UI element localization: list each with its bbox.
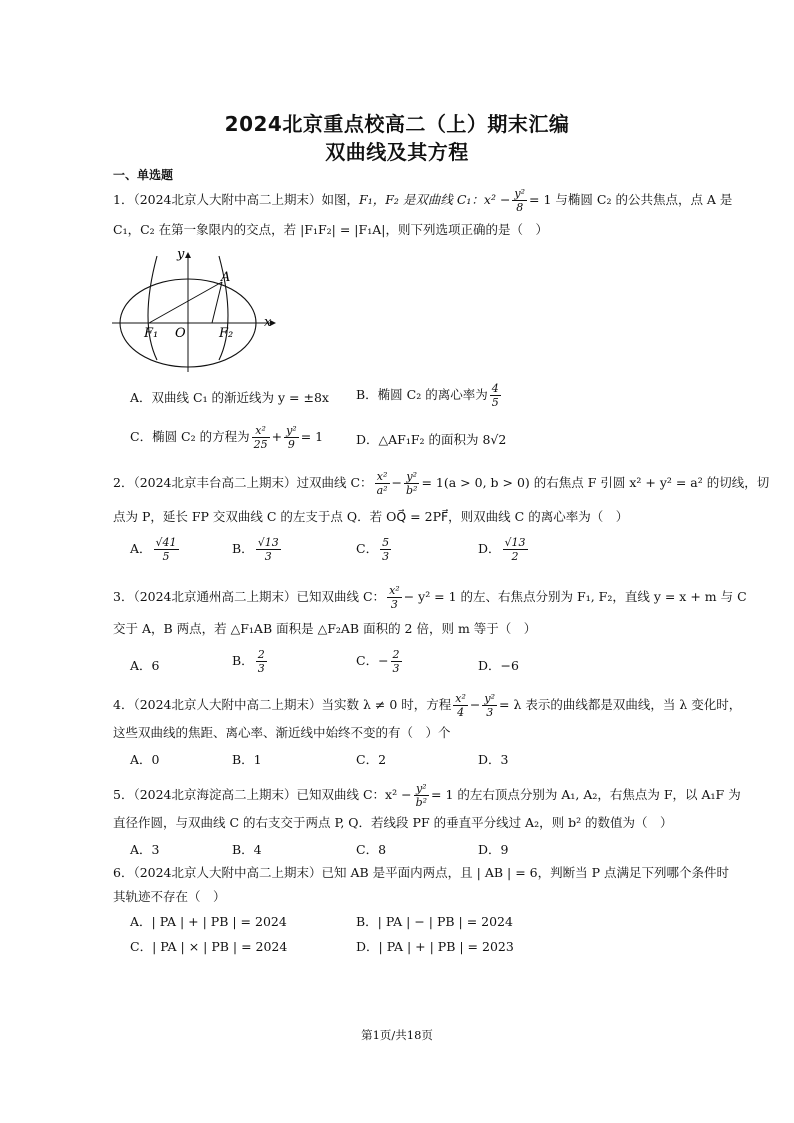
frac-den: 4 [457,706,465,719]
q5-math: = 1 的左右顶点分别为 A₁, A₂，右焦点为 F，以 A₁F 为 [431,787,741,802]
frac-num: 5 [382,536,390,549]
q5-line2: 直径作圆，与双曲线 C 的右支交于两点 P, Q．若线段 PF 的垂直平分线过 A₂，则 b² 的数值为（ ） [113,815,673,830]
q5-option-a: A．3 [130,842,160,857]
label-y: y [177,247,185,262]
q3-line2: 交于 A，B 两点，若 △F₁AB 面积是 △F₂AB 面积的 2 倍，则 m 等于（ ） [113,621,537,636]
q4-source: 4．（2024北京人大附中高二上期末）当实数 λ ≠ 0 时，方程 [113,697,452,712]
frac-den: 3 [390,598,398,611]
frac-num: 2 [392,648,400,661]
q4-line2: 这些双曲线的焦距、离心率、渐近线中始终不变的有（ ）个 [113,725,451,740]
q2-line1 [113,470,769,497]
q5-option-c: C．8 [356,842,387,857]
segment-f1-a [149,282,222,323]
q5-line1 [113,782,741,809]
q4-math: = λ 表示的曲线都是双曲线，当 λ 变化时， [499,697,742,712]
option-fraction [490,382,501,409]
q5-option-d: D．9 [478,842,509,857]
q6-option-c: C．| PA | × | PB | = 2024 [130,939,288,954]
q2-fraction-1 [375,470,390,497]
q2-option-c [356,536,393,563]
option-label: D． [478,541,501,556]
label-f1: F₁ [144,326,159,341]
q1-math-a: F₁，F₂ 是双曲线 C₁：x² − [359,192,511,207]
frac-den: 3 [264,550,272,563]
q3-source: 3．（2024北京通州高二上期末）已知双曲线 C： [113,589,386,604]
q1-fraction [512,187,527,214]
frac-num: y² [404,470,419,484]
option-fraction [391,648,402,675]
q4-fraction-1 [453,692,468,719]
option-fraction [256,648,267,675]
frac-num: √13 [257,536,279,549]
plus-sign: + [271,429,283,444]
q2-source: 2．（2024北京丰台高二上期末）过双曲线 C： [113,475,373,490]
frac-den: 3 [382,550,390,563]
label-a: A [221,270,231,285]
frac-den: 5 [491,396,499,409]
frac-den: 8 [516,201,524,214]
q2-fraction-2 [404,470,419,497]
section-heading: 一、单选题 [113,168,174,182]
frac-num: y² [514,187,526,200]
q3-math: − y² = 1 的左、右焦点分别为 F₁, F₂，直线 y = x + m 与 C [403,589,747,604]
frac-den: b² [406,484,418,497]
option-label: C． [356,541,379,556]
frac-num: x² [375,470,390,484]
option-text: B．椭圆 C₂ 的离心率为 [356,387,488,402]
page-footer: 第1页/共18页 [361,1028,433,1042]
document-title: 2024北京重点校高二（上）期末汇编 [224,112,570,136]
option-fraction-1 [252,424,270,451]
label-f2: F₂ [219,326,234,341]
frac-den: 3 [257,662,265,675]
hyperbola-left-branch [148,256,157,360]
frac-num: √41 [155,536,177,549]
q1-math-b: = 1 与椭圆 C₂ 的公共焦点，点 A 是 [529,192,733,207]
q2-option-a [130,536,181,563]
frac-num: √13 [504,536,526,549]
option-fraction [154,536,179,563]
q1-option-d: D．△AF₁F₂ 的面积为 8√2 [356,432,507,447]
segment-a-f2 [212,282,222,323]
frac-num: y² [414,782,429,796]
q6-option-d: D．| PA | + | PB | = 2023 [356,939,514,954]
frac-num: x² [252,424,270,438]
q1-option-c [130,424,323,451]
y-axis-arrow [185,252,191,258]
option-label: C．− [356,653,389,668]
option-end: = 1 [300,429,324,444]
q1-option-b [356,382,503,409]
option-fraction-2 [284,424,299,451]
q2-math: = 1(a > 0, b > 0) 的右焦点 F 引圆 x² + y² = a² 的切线，切 [421,475,770,490]
q6-option-a: A．| PA | + | PB | = 2024 [130,914,287,929]
q1-option-a: A．双曲线 C₁ 的渐近线为 y = ±8x [130,390,329,405]
q1-figure [112,244,282,374]
frac-num: y² [484,692,495,705]
q3-option-c [356,648,404,675]
frac-num: x² [389,584,400,597]
q4-option-b: B．1 [232,752,262,767]
frac-num: 2 [257,648,265,661]
option-text: C．椭圆 C₂ 的方程为 [130,429,250,444]
q4-line1 [113,692,741,719]
option-label: A． [130,541,152,556]
q4-option-a: A．0 [130,752,160,767]
frac-den: 25 [253,438,268,451]
q3-option-d: D．−6 [478,658,519,673]
q4-fraction-2 [482,692,497,719]
frac-den: 9 [287,438,295,451]
q5-option-b: B．4 [232,842,262,857]
q1-line2: C₁，C₂ 在第一象限内的交点，若 |F₁F₂| = |F₁A|，则下列选项正确的是（ ） [113,222,548,237]
q4-option-d: D．3 [478,752,509,767]
option-fraction [380,536,391,563]
frac-num: y² [286,424,297,437]
frac-den: 3 [392,662,400,675]
label-o: O [175,326,186,341]
document-subtitle: 双曲线及其方程 [325,140,469,164]
q5-fraction [414,782,429,809]
q5-source: 5．（2024北京海淀高二上期末）已知双曲线 C：x² − [113,787,412,802]
option-fraction [256,536,281,563]
option-label: B． [232,653,254,668]
frac-num: 4 [491,382,499,395]
q2-option-d [478,536,530,563]
frac-den: a² [376,484,388,497]
q6-line2: 其轨迹不存在（ ） [113,889,226,904]
minus-sign: − [469,697,481,712]
q2-line2: 点为 P，延长 FP 交双曲线 C 的左支于点 Q．若 OQ⃗ = 2PF⃗，则双曲线 C 的离心率为（ ） [113,509,629,524]
q1-line1 [113,187,732,214]
q4-option-c: C．2 [356,752,387,767]
q1-source: 1．（2024北京人大附中高二上期末）如图， [113,192,360,207]
q3-option-b [232,648,269,675]
minus-sign: − [391,475,403,490]
option-fraction [503,536,528,563]
q3-option-a: A．6 [130,658,160,673]
frac-den: 3 [486,706,494,719]
frac-den: 2 [511,550,519,563]
q3-fraction [387,584,402,611]
label-x: x [264,315,272,330]
q3-line1 [113,584,747,611]
q6-option-b: B．| PA | − | PB | = 2024 [356,914,513,929]
option-label: B． [232,541,254,556]
q6-line1: 6．（2024北京人大附中高二上期末）已知 AB 是平面内两点，且 | AB | = 6，判断当 P 点满足下列哪个条件时 [113,865,729,880]
frac-num: x² [455,692,466,705]
q2-option-b [232,536,283,563]
frac-den: b² [415,796,428,809]
frac-den: 5 [162,550,170,563]
